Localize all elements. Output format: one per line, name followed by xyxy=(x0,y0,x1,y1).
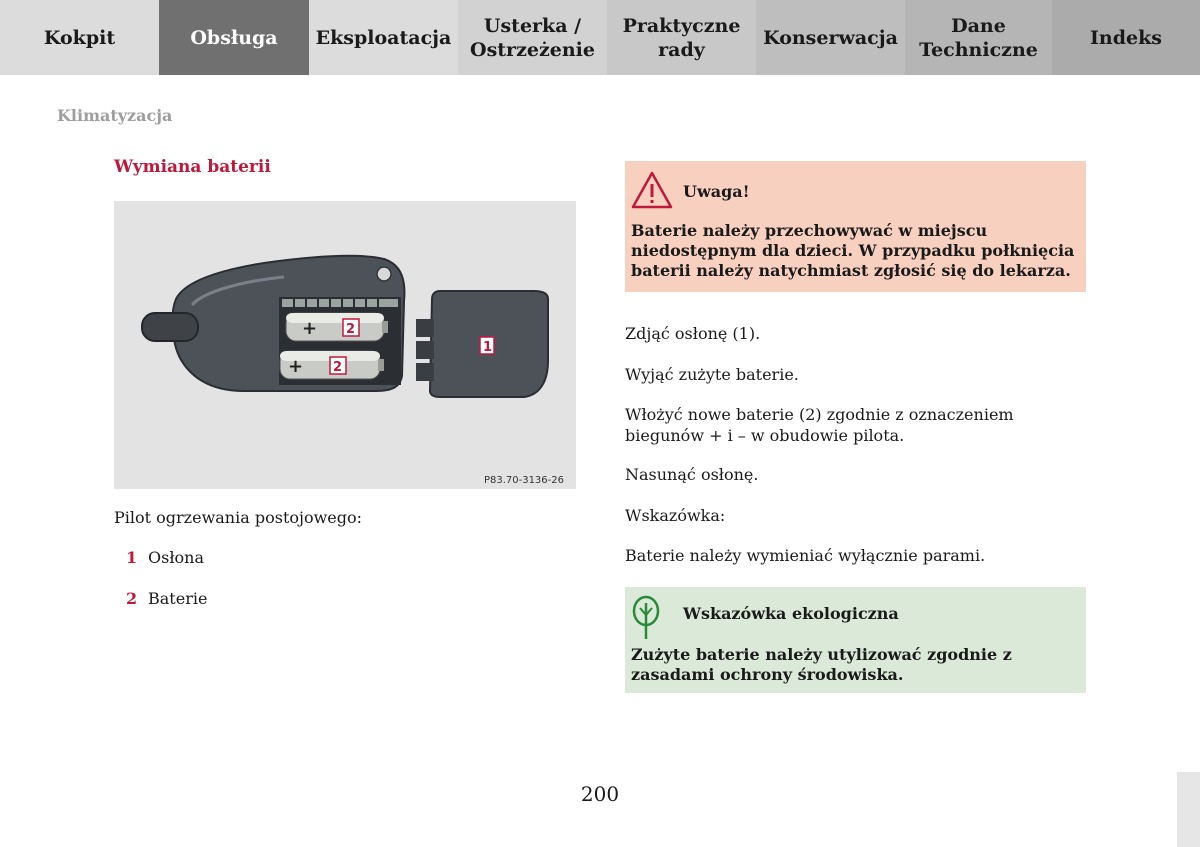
tab-label: Konserwacja xyxy=(763,26,898,49)
instruction-paragraph: Włożyć nowe baterie (2) zgodnie z oznaczeniem biegunów + i – w obudowie pilota. xyxy=(625,405,1014,445)
legend-number: 2 xyxy=(126,589,138,608)
tab-kokpit[interactable] xyxy=(0,0,159,75)
eco-leaf-icon xyxy=(630,593,662,641)
warning-text: Baterie należy przechowywać w miejscu niedostępnym dla dzieci. W przypadku połknięcia baterii należy natychmiast zgłosić się do lekarza. xyxy=(631,221,1075,280)
eco-note-text: Zużyte baterie należy utylizować zgodnie z zasadami ochrony środowiska. xyxy=(631,645,1012,684)
tab-label: Praktyczne rady xyxy=(622,14,741,61)
remote-antenna xyxy=(142,313,198,341)
tab-label: Eksploatacja xyxy=(315,26,452,49)
tab-label: Dane Techniczne xyxy=(919,14,1038,61)
tab-konserwacja[interactable] xyxy=(756,0,905,75)
instruction-paragraph: Nasunąć osłonę. xyxy=(625,465,759,484)
section-title: Klimatyzacja xyxy=(57,106,173,125)
tab-label: Indeks xyxy=(1090,26,1162,49)
eco-note-title: Wskazówka ekologiczna xyxy=(683,604,899,623)
tab-dane-techniczne[interactable] xyxy=(905,0,1052,75)
warning-triangle-icon xyxy=(631,171,673,209)
tab-label: Obsługa xyxy=(190,26,278,49)
battery-callout-upper: 2 xyxy=(346,322,356,337)
warning-title: Uwaga! xyxy=(683,182,750,201)
chapter-tab-bar xyxy=(0,0,1200,75)
tab-praktyczne-rady[interactable] xyxy=(607,0,756,75)
warning-box xyxy=(625,161,1086,292)
instruction-paragraph: Zdjąć osłonę (1). xyxy=(625,324,761,343)
battery-replacement-heading: Wymiana baterii xyxy=(114,157,271,177)
page-number: 200 xyxy=(580,782,620,806)
plus-sign-upper: + xyxy=(302,318,318,339)
legend-text: Baterie xyxy=(148,589,208,608)
cover-callout: 1 xyxy=(483,340,493,355)
tab-indeks[interactable] xyxy=(1052,0,1200,75)
remote-battery-illustration xyxy=(114,201,576,489)
legend-item xyxy=(126,589,207,608)
tab-label: Kokpit xyxy=(43,26,116,49)
page-edge-marker xyxy=(1177,772,1200,847)
instruction-paragraph: Baterie należy wymieniać wyłącznie parami. xyxy=(625,546,986,565)
legend-item xyxy=(126,548,204,567)
figure-code: P83.70-3136-26 xyxy=(483,475,564,486)
remote-control-figure xyxy=(114,201,576,489)
tab-label: Usterka / Ostrzeżenie xyxy=(470,14,595,61)
legend-number: 1 xyxy=(126,548,138,567)
tab-eksploatacja[interactable] xyxy=(309,0,458,75)
note-label: Wskazówka: xyxy=(625,506,726,525)
plus-sign-lower: + xyxy=(288,356,304,377)
battery-callout-lower: 2 xyxy=(333,360,343,375)
remote-nub xyxy=(377,267,391,281)
figure-caption: Pilot ogrzewania postojowego: xyxy=(114,508,363,527)
tab-usterka-ostrzezenie[interactable] xyxy=(458,0,607,75)
legend-text: Osłona xyxy=(148,548,204,567)
tab-obsluga[interactable] xyxy=(159,0,309,75)
instruction-paragraph: Wyjąć zużyte baterie. xyxy=(625,365,799,384)
eco-note-box xyxy=(625,587,1086,693)
